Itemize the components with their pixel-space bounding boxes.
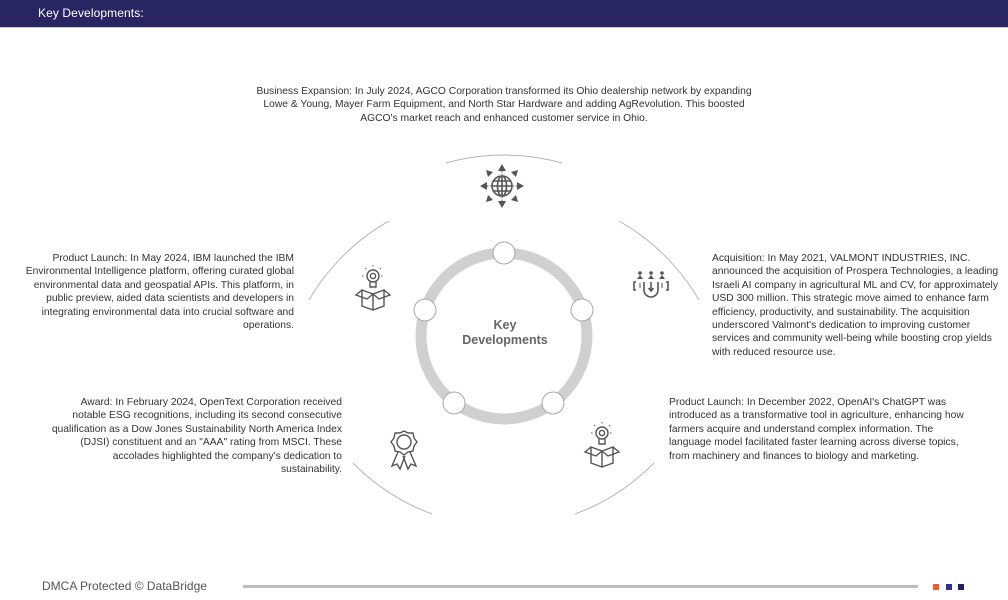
footer-copyright: DMCA Protected © DataBridge	[42, 579, 207, 593]
node-bottom-left	[443, 392, 465, 414]
arc-left	[309, 221, 389, 300]
node-bottom-right	[542, 392, 564, 414]
arc-right	[619, 221, 699, 300]
node-top	[493, 242, 515, 264]
center-label	[440, 318, 570, 348]
header-title: Key Developments:	[38, 6, 144, 20]
arc-bottom-left	[353, 463, 432, 514]
footer-square-navy	[958, 584, 964, 590]
development-business-expansion: Business Expansion: In July 2024, AGCO Corporation transformed its Ohio dealership network by expanding Lowe & Young, Mayer Farm Equipment, and North Star Hardware and adding AgRevolution. This boosted AGCO's market reach and enhanced customer service in Ohio.	[256, 86, 752, 124]
arc-bottom-right	[575, 463, 654, 514]
center-label-line2: Developments	[462, 333, 548, 347]
footer-square-blue	[946, 584, 952, 590]
product-launch-box-icon-right	[585, 422, 619, 467]
globe-expansion-icon	[480, 164, 524, 208]
center-label-line1: Key	[493, 318, 517, 332]
node-right	[571, 299, 593, 321]
development-acquisition: Acquisition: In May 2021, VALMONT INDUSTRIES, INC. announced the acquisition of Prospera Technologies, a leading Israeli AI company in agricultural ML and CV, for approximately USD 300 million. This strategic move aimed to enhance farm efficiency, productivity, and sustainability. The acquisition underscored Valmont's dedication to improving customer services and community well-being while boosting crop yields with reduced resource use.	[712, 253, 999, 358]
acquisition-magnet-icon	[634, 271, 668, 297]
product-launch-box-icon-left	[356, 265, 390, 310]
development-award: Award: In February 2024, OpenText Corporation received notable ESG recognitions, including its second consecutive qualification as a Dow Jones Sustainability North America Index (DJSI) constituent and an "AAA" rating from MSCI. These accolades highlighted the company's dedication to sustainability.	[51, 397, 342, 476]
footer-divider	[243, 585, 918, 588]
node-left	[414, 299, 436, 321]
award-ribbon-icon	[391, 431, 417, 469]
arc-top	[446, 155, 562, 163]
development-product-launch-openai: Product Launch: In December 2022, OpenAI's ChatGPT was introduced as a transformative tool in agriculture, enhancing how farmers acquire and understand complex information. The language model facilitated faster learning across diverse topics, from machinery and finances to biology and marketing.	[669, 397, 964, 462]
development-product-launch-ibm: Product Launch: In May 2024, IBM launched the IBM Environmental Intelligence platform, offering curated global environmental data and geospatial APIs. This platform, in public preview, aided data scientists and developers in integrating environmental data into crucial software and operations.	[25, 253, 294, 332]
footer-square-orange	[933, 584, 939, 590]
